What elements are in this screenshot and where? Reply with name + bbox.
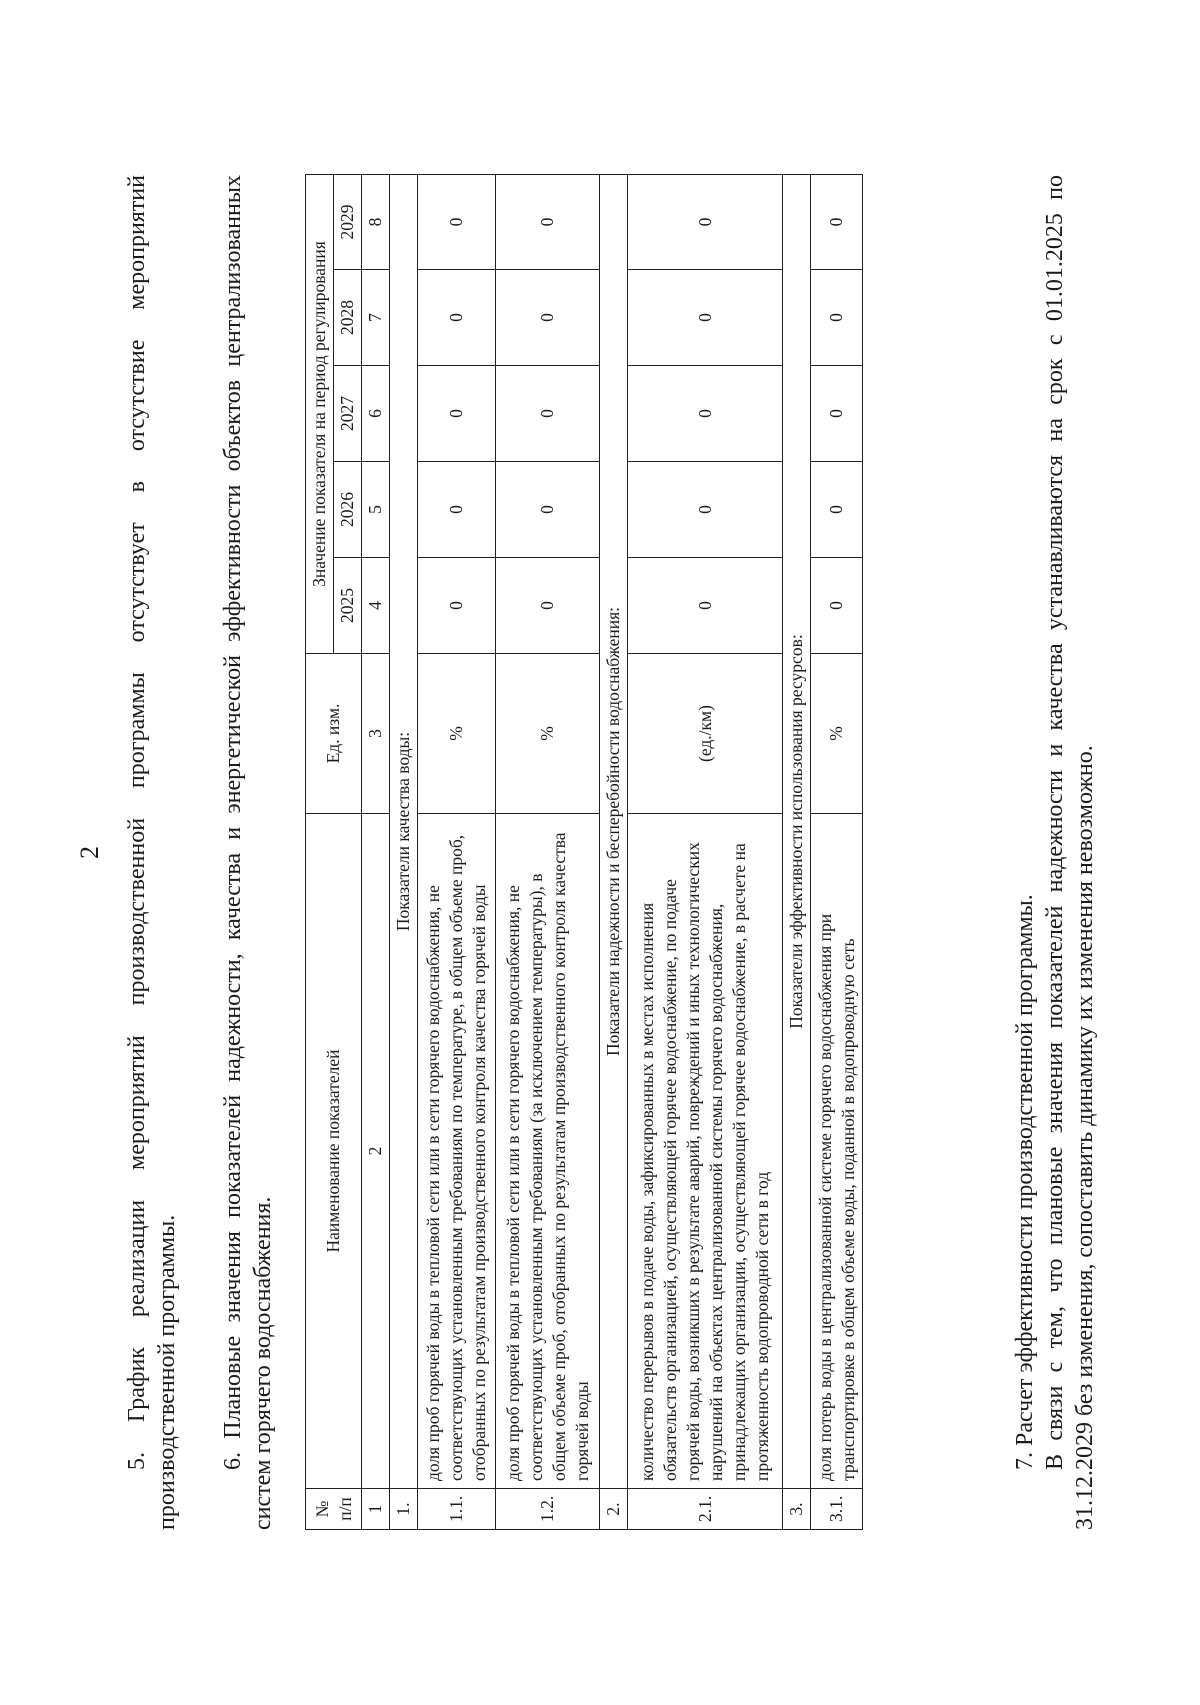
indicator-value: 0 xyxy=(496,558,600,654)
column-number: 3 xyxy=(362,654,390,814)
header-name: Наименование показателей xyxy=(306,814,362,1489)
row-num: 1.1. xyxy=(418,1489,496,1530)
indicator-unit: % xyxy=(496,654,600,814)
row-num: 3.1. xyxy=(811,1489,863,1530)
indicator-name: доля проб горячей воды в тепловой сети или в сети горячего водоснабжения, не соответствующих установленным требованиям по температуре, в общем объеме проб, отобранных по результатам производственного контроля качества горячей воды xyxy=(418,814,496,1489)
indicator-value: 0 xyxy=(418,366,496,462)
indicator-value: 0 xyxy=(628,366,783,462)
header-year: 2028 xyxy=(334,270,362,366)
column-number: 7 xyxy=(362,270,390,366)
indicator-value: 0 xyxy=(496,462,600,558)
indicator-unit: (ед./км) xyxy=(628,654,783,814)
header-unit: Ед. изм. xyxy=(306,654,362,814)
section-7-heading: 7. Расчет эффективности производственной программы. xyxy=(1012,894,1038,1470)
indicator-value: 0 xyxy=(496,175,600,270)
indicator-value: 0 xyxy=(628,462,783,558)
column-number: 6 xyxy=(362,366,390,462)
header-year: 2029 xyxy=(334,175,362,270)
header-year: 2027 xyxy=(334,366,362,462)
section-5-line-2: производственной программы. xyxy=(154,1214,180,1530)
header-year: 2025 xyxy=(334,558,362,654)
indicator-value: 0 xyxy=(811,366,863,462)
column-number: 8 xyxy=(362,175,390,270)
indicator-value: 0 xyxy=(811,270,863,366)
section-6-line-1: 6. Плановые значения показателей надежности, качества и энергетической эффективности объектов централизованных xyxy=(220,175,246,1470)
indicator-value: 0 xyxy=(628,175,783,270)
indicator-unit: % xyxy=(811,654,863,814)
indicator-value: 0 xyxy=(418,462,496,558)
section-num: 2. xyxy=(600,1489,628,1530)
indicators-table xyxy=(305,174,863,1530)
indicator-name: доля потерь воды в централизованной системе горячего водоснабжения при транспортировке в общем объеме воды, поданной в водопроводную сеть xyxy=(811,814,863,1489)
row-num: 1.2. xyxy=(496,1489,600,1530)
column-number: 5 xyxy=(362,462,390,558)
header-year: 2026 xyxy=(334,462,362,558)
indicator-value: 0 xyxy=(811,462,863,558)
row-num: 2.1. xyxy=(628,1489,783,1530)
indicator-unit: % xyxy=(418,654,496,814)
header-period: Значение показателя на период регулирования xyxy=(306,175,334,654)
column-number: 2 xyxy=(362,814,390,1489)
section-title: Показатели качества воды: xyxy=(390,175,418,1489)
indicator-value: 0 xyxy=(418,270,496,366)
header-num: № п/п xyxy=(306,1489,362,1530)
section-7-line-1: В связи с тем, что плановые значения показателей надежности и качества устанавливаются на срок с 01.01.2025 по xyxy=(1042,175,1068,1470)
section-num: 1. xyxy=(390,1489,418,1530)
section-num: 3. xyxy=(783,1489,811,1530)
indicator-value: 0 xyxy=(811,175,863,270)
section-6-line-2: систем горячего водоснабжения. xyxy=(250,1196,276,1530)
column-number: 1 xyxy=(362,1489,390,1530)
indicator-value: 0 xyxy=(496,270,600,366)
indicator-value: 0 xyxy=(418,175,496,270)
indicator-name: количество перерывов в подаче воды, зафиксированных в местах исполнения обязательств организацией, осуществляющей горячее водоснабжение, по подаче горячей воды, возникших в результате аварий, повреждений и иных технологических нарушений на объектах централизованной системы горячего водоснабжения, принадлежащих организации, осуществляющей горячее водоснабжение, в расчете на протяженность водопроводной сети в год xyxy=(628,814,783,1489)
indicator-value: 0 xyxy=(418,558,496,654)
section-title: Показатели эффективности использования ресурсов: xyxy=(783,175,811,1489)
page-number: 2 xyxy=(75,846,104,859)
indicator-name: доля проб горячей воды в тепловой сети или в сети горячего водоснабжения, не соответствующих установленным требованиям (за исключением температуры), в общем объеме проб, отобранных по результатам производственного контроля качества горячей воды xyxy=(496,814,600,1489)
section-title: Показатели надежности и бесперебойности водоснабжения: xyxy=(600,175,628,1489)
section-5-line-1: 5. График реализации мероприятий производственной программы отсутствует в отсутствие мероприятий xyxy=(124,175,150,1470)
section-7-line-2: 31.12.2029 без изменения, сопоставить динамику их изменения невозможно. xyxy=(1072,745,1098,1530)
indicator-value: 0 xyxy=(628,558,783,654)
indicator-value: 0 xyxy=(811,558,863,654)
indicator-value: 0 xyxy=(496,366,600,462)
column-number: 4 xyxy=(362,558,390,654)
indicator-value: 0 xyxy=(628,270,783,366)
